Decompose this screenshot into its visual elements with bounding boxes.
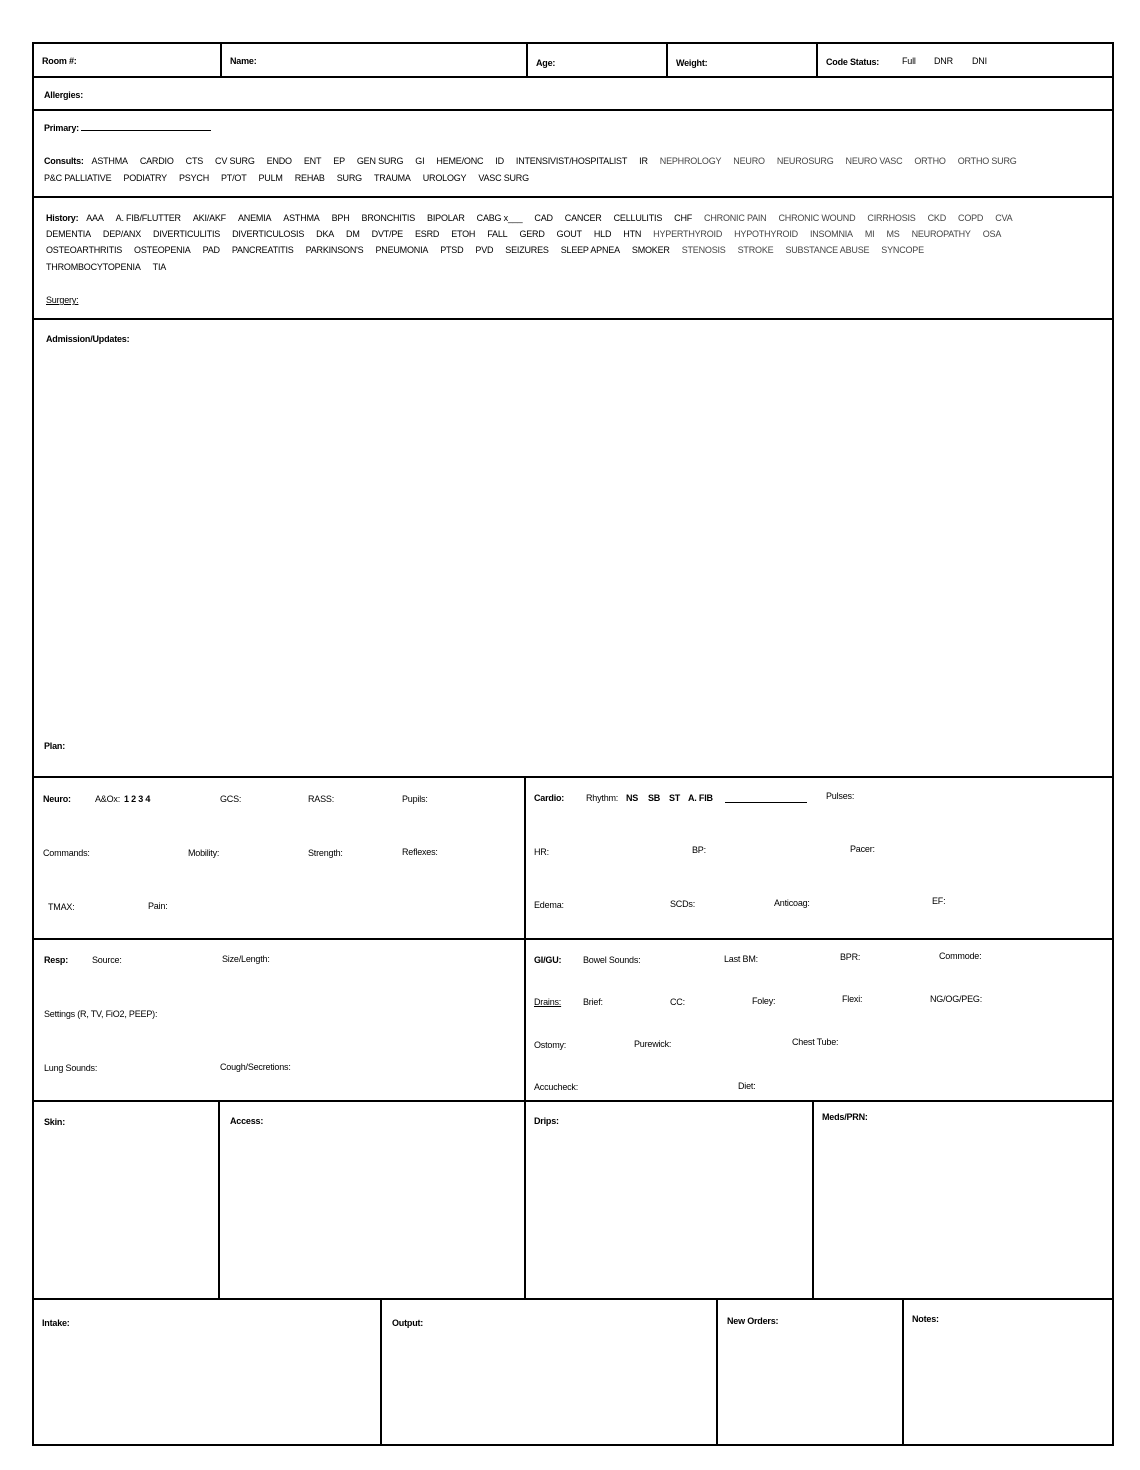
meds-prn-box[interactable]: [812, 1102, 1112, 1298]
name-field[interactable]: [220, 44, 526, 76]
purewick-label: Purewick:: [634, 1039, 672, 1049]
history-option[interactable]: THROMBOCYTOPENIA: [46, 262, 141, 272]
weight-label: Weight:: [676, 58, 708, 68]
rass-label: RASS:: [308, 794, 335, 804]
consult-option[interactable]: P&C PALLIATIVE: [44, 173, 112, 183]
consult-option[interactable]: NEUROSURG: [776, 156, 834, 166]
room-label: Room #:: [42, 56, 77, 66]
history-option[interactable]: CVA: [995, 213, 1013, 223]
history-option[interactable]: COPD: [958, 213, 984, 223]
consult-option[interactable]: ORTHO SURG: [957, 156, 1017, 166]
history-option[interactable]: STROKE: [737, 245, 774, 255]
code-status-label: Code Status:: [826, 57, 880, 67]
accucheck-label: Accucheck:: [534, 1082, 579, 1092]
code-status-field[interactable]: [816, 44, 1112, 76]
consult-option[interactable]: ID: [495, 156, 504, 166]
ef-label: EF:: [932, 896, 946, 906]
output-box[interactable]: [380, 1300, 716, 1444]
access-box[interactable]: [218, 1102, 524, 1298]
consult-option[interactable]: ENT: [303, 156, 322, 166]
history-option[interactable]: ANEMIA: [237, 213, 272, 223]
notes-box[interactable]: [902, 1300, 1112, 1444]
new-orders-box[interactable]: [716, 1300, 902, 1444]
history-option[interactable]: HYPERTHYROID: [653, 229, 723, 239]
mobility-label: Mobility:: [188, 848, 220, 858]
room-field[interactable]: [34, 44, 220, 76]
consults-line-1: [44, 156, 1017, 166]
aox-label: A&Ox:: [95, 794, 121, 804]
edema-label: Edema:: [534, 900, 564, 910]
history-option[interactable]: PNEUMONIA: [375, 245, 429, 255]
history-row: [34, 198, 1112, 320]
allergies-row[interactable]: [34, 78, 1112, 111]
history-line-2: [46, 229, 1001, 239]
surgery-label[interactable]: Surgery:: [46, 295, 79, 305]
nursing-report-sheet: [32, 42, 1114, 1446]
consults-line-2: [44, 173, 541, 183]
history-option[interactable]: CIRRHOSIS: [867, 213, 916, 223]
history-option[interactable]: CABG x___: [476, 213, 523, 223]
history-option[interactable]: PARKINSON'S: [305, 245, 364, 255]
consult-option[interactable]: SURG: [336, 173, 362, 183]
history-option[interactable]: CHRONIC WOUND: [778, 213, 856, 223]
history-option[interactable]: DIVERTICULITIS: [153, 229, 221, 239]
history-option[interactable]: CHF: [674, 213, 693, 223]
pulses-label: Pulses:: [826, 791, 855, 801]
bp-label: BP:: [692, 845, 706, 855]
history-option[interactable]: DEMENTIA: [46, 229, 91, 239]
history-option[interactable]: GERD: [519, 229, 545, 239]
anticoag-label: Anticoag:: [774, 898, 810, 908]
drips-box[interactable]: [524, 1102, 812, 1298]
history-option[interactable]: INSOMNIA: [809, 229, 853, 239]
history-option[interactable]: OSA: [982, 229, 1002, 239]
history-option[interactable]: DM: [346, 229, 360, 239]
history-option[interactable]: MI: [864, 229, 875, 239]
history-option[interactable]: HTN: [623, 229, 642, 239]
gcs-label: GCS:: [220, 794, 242, 804]
cardio-section[interactable]: [524, 778, 1112, 938]
name-label: Name:: [230, 56, 257, 66]
history-option[interactable]: SMOKER: [631, 245, 670, 255]
history-option[interactable]: HLD: [593, 229, 612, 239]
consult-option[interactable]: ORTHO: [914, 156, 946, 166]
consult-option[interactable]: IR: [639, 156, 648, 166]
history-option[interactable]: ETOH: [451, 229, 476, 239]
access-label: Access:: [230, 1116, 264, 1126]
age-field[interactable]: [526, 44, 666, 76]
tmax-label: TMAX:: [48, 902, 75, 912]
history-option[interactable]: CELLULITIS: [613, 213, 663, 223]
history-option[interactable]: SEIZURES: [505, 245, 549, 255]
history-line-4: [46, 262, 178, 272]
history-option[interactable]: AAA: [86, 213, 104, 223]
output-label: Output:: [392, 1318, 424, 1328]
history-option[interactable]: DEP/ANX: [102, 229, 142, 239]
history-option[interactable]: DKA: [316, 229, 335, 239]
header-row: [34, 44, 1112, 78]
brief-label: Brief:: [583, 997, 603, 1007]
admission-row[interactable]: [34, 320, 1112, 778]
history-option[interactable]: TIA: [152, 262, 167, 272]
history-option[interactable]: CAD: [534, 213, 553, 223]
intake-label: Intake:: [42, 1318, 70, 1328]
flexi-label: Flexi:: [842, 994, 863, 1004]
consults-label: Consults:: [44, 156, 84, 166]
history-option[interactable]: PTSD: [440, 245, 464, 255]
consult-option[interactable]: CTS: [185, 156, 204, 166]
aox-values[interactable]: 1 2 3 4: [124, 794, 151, 804]
history-option[interactable]: SYNCOPE: [881, 245, 924, 255]
consult-option[interactable]: PULM: [258, 173, 283, 183]
consult-option[interactable]: PSYCH: [178, 173, 209, 183]
scds-label: SCDs:: [670, 899, 696, 909]
neuro-label: Neuro:: [43, 794, 71, 804]
history-option[interactable]: SUBSTANCE ABUSE: [785, 245, 870, 255]
primary-blank[interactable]: [81, 130, 211, 131]
primary-label: [44, 123, 211, 133]
primary-consults-row: [34, 111, 1112, 198]
rhythm-st-option[interactable]: ST: [669, 793, 681, 803]
consult-option[interactable]: REHAB: [294, 173, 325, 183]
consult-option[interactable]: CV SURG: [215, 156, 255, 166]
resp-gigu-row: [34, 940, 1112, 1102]
history-option[interactable]: BPH: [331, 213, 350, 223]
drains-label: Drains:: [534, 997, 562, 1007]
history-option[interactable]: PAD: [202, 245, 220, 255]
cc-label: CC:: [670, 997, 685, 1007]
history-option[interactable]: SLEEP APNEA: [560, 245, 620, 255]
gigu-label: GI/GU:: [534, 955, 562, 965]
lung-sounds-label: Lung Sounds:: [44, 1063, 98, 1073]
history-option[interactable]: ASTHMA: [283, 213, 320, 223]
skin-label: Skin:: [44, 1117, 66, 1127]
ostomy-label: Ostomy:: [534, 1040, 567, 1050]
consult-option[interactable]: ASTHMA: [91, 156, 128, 166]
intake-output-row: [34, 1300, 1112, 1444]
primary-label-text: Primary:: [44, 123, 79, 133]
plan-label: Plan:: [44, 741, 66, 751]
weight-field[interactable]: [666, 44, 816, 76]
diet-label: Diet:: [738, 1081, 756, 1091]
foley-label: Foley:: [752, 996, 776, 1006]
history-option[interactable]: PVD: [475, 245, 494, 255]
consult-option[interactable]: TRAUMA: [373, 173, 411, 183]
neuro-section[interactable]: [34, 778, 524, 938]
consult-option[interactable]: NEURO: [733, 156, 765, 166]
size-length-label: Size/Length:: [222, 954, 270, 964]
code-full-option[interactable]: Full: [902, 56, 916, 66]
chest-tube-label: Chest Tube:: [792, 1037, 839, 1047]
history-option[interactable]: NEUROPATHY: [911, 229, 971, 239]
allergies-label: Allergies:: [44, 90, 84, 100]
consult-option[interactable]: HEME/ONC: [436, 156, 484, 166]
code-dnr-option[interactable]: DNR: [934, 56, 953, 66]
hr-label: HR:: [534, 847, 549, 857]
history-option[interactable]: BRONCHITIS: [361, 213, 416, 223]
code-dni-option[interactable]: DNI: [972, 56, 987, 66]
strength-label: Strength:: [308, 848, 343, 858]
history-option[interactable]: OSTEOARTHRITIS: [46, 245, 123, 255]
consult-option[interactable]: GI: [415, 156, 425, 166]
gigu-section[interactable]: [524, 940, 1112, 1100]
neuro-cardio-row: [34, 778, 1112, 940]
ng-og-peg-label: NG/OG/PEG:: [930, 994, 983, 1004]
resp-label: Resp:: [44, 955, 69, 965]
history-option[interactable]: DVT/PE: [371, 229, 403, 239]
pacer-label: Pacer:: [850, 844, 875, 854]
cardio-label: Cardio:: [534, 793, 565, 803]
consult-option[interactable]: ENDO: [266, 156, 292, 166]
history-option[interactable]: PANCREATITIS: [231, 245, 294, 255]
history-option[interactable]: STENOSIS: [681, 245, 726, 255]
history-line-1: [46, 213, 1012, 223]
history-option[interactable]: GOUT: [556, 229, 582, 239]
resp-section[interactable]: [34, 940, 524, 1100]
rhythm-blank[interactable]: [725, 802, 807, 803]
bowel-sounds-label: Bowel Sounds:: [583, 955, 641, 965]
cough-secretions-label: Cough/Secretions:: [220, 1062, 291, 1072]
admission-label: Admission/Updates:: [46, 334, 130, 344]
history-label: History:: [46, 213, 79, 223]
history-option[interactable]: CHRONIC PAIN: [704, 213, 767, 223]
last-bm-label: Last BM:: [724, 954, 758, 964]
bpr-label: BPR:: [840, 952, 861, 962]
rhythm-ns-option[interactable]: NS: [626, 793, 639, 803]
history-line-3: [46, 245, 936, 255]
consult-option[interactable]: PT/OT: [221, 173, 247, 183]
reflexes-label: Reflexes:: [402, 847, 438, 857]
skin-access-drips-meds-row: [34, 1102, 1112, 1300]
history-option[interactable]: HYPOTHYROID: [734, 229, 798, 239]
consult-option[interactable]: UROLOGY: [422, 173, 467, 183]
drips-label: Drips:: [534, 1116, 559, 1126]
skin-box[interactable]: [34, 1102, 218, 1298]
rhythm-label: Rhythm:: [586, 793, 619, 803]
consult-option[interactable]: INTENSIVIST/HOSPITALIST: [515, 156, 628, 166]
history-option[interactable]: ESRD: [414, 229, 440, 239]
history-option[interactable]: OSTEOPENIA: [134, 245, 191, 255]
meds-prn-label: Meds/PRN:: [822, 1112, 868, 1122]
history-option[interactable]: BIPOLAR: [427, 213, 465, 223]
history-option[interactable]: FALL: [487, 229, 508, 239]
consult-option[interactable]: NEURO VASC: [845, 156, 903, 166]
history-option[interactable]: CANCER: [564, 213, 602, 223]
settings-label: Settings (R, TV, FiO2, PEEP):: [44, 1009, 158, 1019]
rhythm-afib-option[interactable]: A. FIB: [688, 793, 713, 803]
consult-option[interactable]: GEN SURG: [356, 156, 404, 166]
rhythm-sb-option[interactable]: SB: [648, 793, 661, 803]
history-option[interactable]: AKI/AKF: [192, 213, 226, 223]
history-option[interactable]: CKD: [927, 213, 947, 223]
history-option[interactable]: MS: [886, 229, 900, 239]
commode-label: Commode:: [939, 951, 982, 961]
new-orders-label: New Orders:: [727, 1316, 779, 1326]
consult-option[interactable]: NEPHROLOGY: [659, 156, 722, 166]
consult-option[interactable]: VASC SURG: [478, 173, 529, 183]
notes-label: Notes:: [912, 1314, 939, 1324]
commands-label: Commands:: [43, 848, 90, 858]
consult-option[interactable]: PODIATRY: [123, 173, 167, 183]
pain-label: Pain:: [148, 901, 168, 911]
source-label: Source:: [92, 955, 122, 965]
history-option[interactable]: A. FIB/FLUTTER: [115, 213, 181, 223]
intake-box[interactable]: [34, 1300, 380, 1444]
history-option[interactable]: DIVERTICULOSIS: [232, 229, 305, 239]
consult-option[interactable]: EP: [333, 156, 345, 166]
consult-option[interactable]: CARDIO: [139, 156, 174, 166]
pupils-label: Pupils:: [402, 794, 428, 804]
age-label: Age:: [536, 58, 556, 68]
